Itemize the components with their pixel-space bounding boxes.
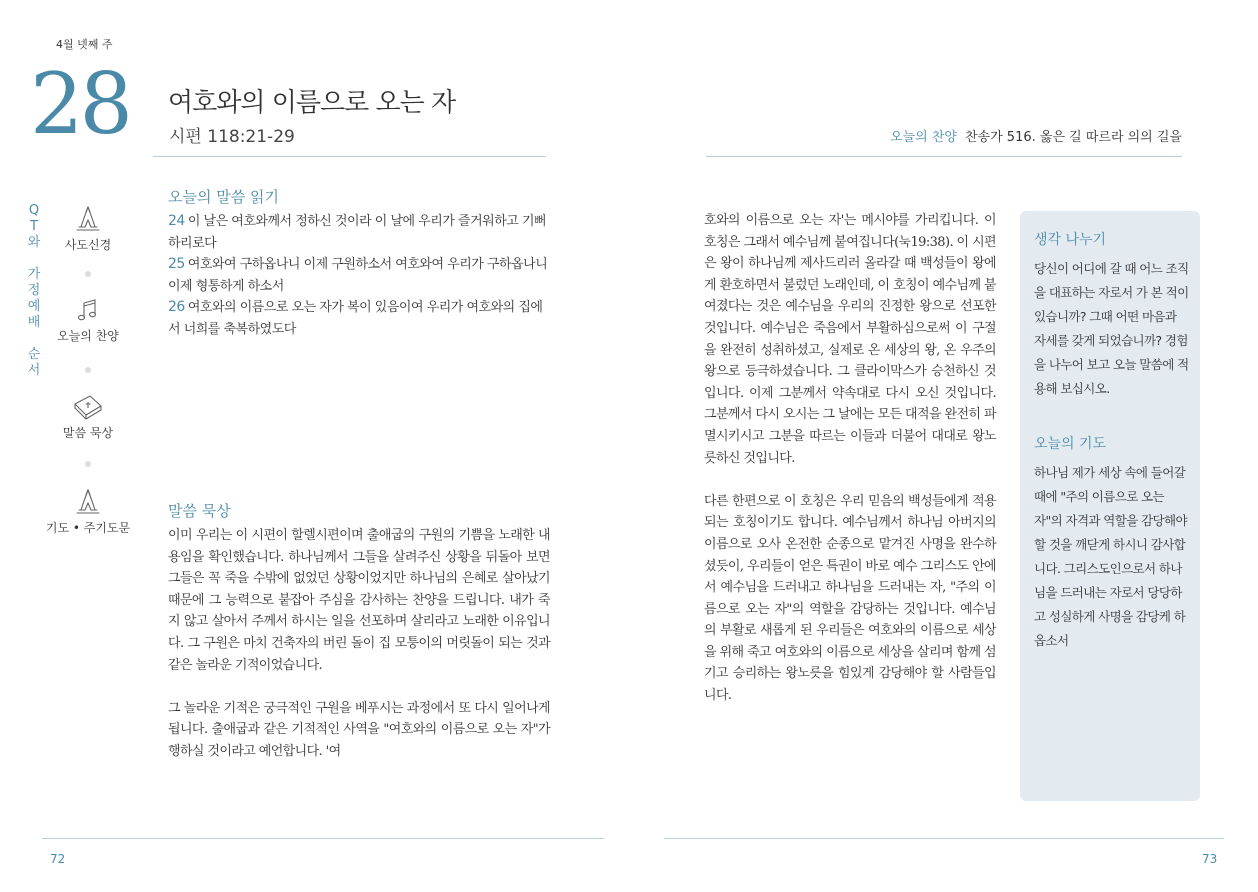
header-divider-left xyxy=(153,156,546,157)
week-label: 4월 넷째 주 xyxy=(56,38,113,51)
sidebar-item-label: 말씀 묵상 xyxy=(62,426,114,440)
vertical-char: 순 xyxy=(27,347,41,362)
paragraph: 다른 한편으로 이 호칭은 우리 믿음의 백성들에게 적용되는 호칭이기도 합니다. 예수님께서 하나님 아버지의 이름으로 오사 온전한 순종으로 맡겨진 사명을 완수하셨듯이, 우리들이 얻은 특권이 바로 예수 그리스도 안에서 예수님을 드러내고 하나님을 드러내는 자, "주의 이름으로 오는 자"의 역할을 감당하는 것입니다. 예수님의 부활로 새롭게 된 우리들은 여호와의 이름으로 세상을 위해 죽고 여호와의 이름으로 세상을 살리며 함께 섬기고 승리하는 왕노릇을 힘있게 감당해야 할 사람들입니다. xyxy=(704,493,996,704)
sidebar-item-label: 오늘의 찬양 xyxy=(57,329,119,343)
verse-number: 25 xyxy=(168,256,185,272)
vertical-char: 배 xyxy=(27,315,41,330)
vertical-char: 가 xyxy=(27,267,41,282)
vertical-char: 예 xyxy=(27,299,41,314)
sharing-text: 당신이 어디에 갈 때 어느 조직을 대표하는 자로서 가 본 적이 있습니까? 그때 어떤 마음과 자세를 갖게 되었습니까? 경험을 나누어 보고 오늘 말씀에 적용해 보십시오. xyxy=(1034,261,1189,396)
verse-text: 이 날은 여호와께서 정하신 것이라 이 날에 우리가 즐거워하고 기뻐하리로다 xyxy=(168,214,547,251)
vertical-char: T xyxy=(30,219,38,234)
reading-heading: 오늘의 말씀 읽기 xyxy=(168,188,279,206)
vertical-gap xyxy=(26,251,42,267)
sidebar-item-label: 사도신경 xyxy=(64,238,112,252)
paragraph: 이미 우리는 이 시편이 할렐시편이며 출애굽의 구원의 기쁨을 노래한 내용임을 확인했습니다. 하나님께서 그들을 살려주신 상황을 뒤돌아 보면 그들은 꼭 죽을 수밖에 없었던 상황이었지만 하나님의 은혜로 살아났기 때문에 그 능력으로 붙잡아 주심을 감사하는 찬양을 드립니다. 내가 죽지 않고 살아서 주께서 하시는 일을 선포하며 살리라고 노래한 이유입니다. 그 구원은 마치 건축자의 버린 돌이 집 모퉁이의 머릿돌이 되는 것과 같은 놀라운 기적이었습니다. xyxy=(168,528,550,673)
hymn-title: 찬송가 516. 옳은 길 따르라 의의 길을 xyxy=(965,130,1182,145)
footer-divider-right xyxy=(664,838,1224,839)
header-divider-right xyxy=(706,156,1182,157)
page-title: 여호와의 이름으로 오는 자 xyxy=(168,88,456,118)
verse-number: 26 xyxy=(168,299,185,315)
paragraph: 호와의 이름으로 오는 자'는 메시야를 가리킵니다. 이 호칭은 그래서 예수님께 붙여집니다(눅19:38). 이 시편은 왕이 하나님께 제사드리러 올라갈 때 백성들이 왕에게 환호하면서 불렀던 노래인데, 이 호칭이 예수님께 붙여졌다는 것은 예수님을 우리의 진정한 왕으로 선포한 것입니다. 예수님은 죽음에서 부활하심으로써 이 구절을 완전히 성취하셨고, 실제로 온 세상의 왕, 온 우주의 왕으로 등극하셨습니다. 그 클라이막스가 승천하신 것입니다. 이제 그분께서 약속대로 다시 오신 것입니다. 그분께서 다시 오시는 그 날에는 모든 대적을 완전히 파멸시키시고 그분을 따르는 이들과 더불어 대대로 왕노릇하신 것입니다. xyxy=(704,213,996,466)
verse-number: 24 xyxy=(168,213,185,229)
verse xyxy=(168,297,553,340)
divider-dot xyxy=(85,271,91,277)
sidebar-item-hymn xyxy=(33,297,143,344)
sidebar-item-label: 기도 • 주기도문 xyxy=(45,521,131,535)
page-number-right: 73 xyxy=(1202,852,1218,866)
verse xyxy=(168,211,553,254)
meditation-text-right xyxy=(704,210,996,707)
hymn-label: 오늘의 찬양 xyxy=(890,130,957,145)
todays-hymn xyxy=(890,126,1182,145)
day-number: 28 xyxy=(30,55,129,153)
sharing-heading: 생각 나누기 xyxy=(1034,232,1107,248)
praying-hands-icon xyxy=(73,487,103,515)
divider-dot xyxy=(85,461,91,467)
paragraph: 그 놀라운 기적은 궁극적인 구원을 베푸시는 과정에서 또 다시 일어나게 됩니다. 출애굽과 같은 기적적인 사역을 "여호와의 이름으로 오는 자"가 행하실 것이라고 예언합니다. '여 xyxy=(168,700,550,759)
page-number-left: 72 xyxy=(50,852,66,866)
praying-hands-icon xyxy=(73,204,103,232)
verse-text: 여호와의 이름으로 오는 자가 복이 있음이여 우리가 여호와의 집에서 너희를 축복하였도다 xyxy=(168,300,543,337)
meditation-text-left xyxy=(168,525,550,763)
bible-icon xyxy=(72,392,104,420)
vertical-char: Q xyxy=(28,203,40,218)
verse xyxy=(168,254,553,297)
sidebar-item-creed xyxy=(33,204,143,253)
verse-list xyxy=(168,211,553,340)
prayer-heading: 오늘의 기도 xyxy=(1034,436,1107,452)
reflection-card xyxy=(1020,211,1200,801)
divider-dot xyxy=(85,367,91,373)
vertical-char: 와 xyxy=(27,235,41,250)
sidebar-item-meditation xyxy=(33,392,143,441)
vertical-char: 정 xyxy=(27,283,41,298)
music-note-icon xyxy=(76,297,100,323)
meditation-heading: 말씀 묵상 xyxy=(168,502,231,520)
verse-text: 여호와여 구하옵나니 이제 구원하소서 여호와여 우리가 구하옵나니 이제 형통하게 하소서 xyxy=(168,257,548,294)
scripture-reference: 시편 118:21-29 xyxy=(169,127,295,147)
sidebar-item-prayer xyxy=(33,487,143,536)
vertical-char: 서 xyxy=(27,363,41,378)
footer-divider-left xyxy=(42,838,604,839)
prayer-text: 하나님 제가 세상 속에 들어갈 때에 "주의 이름으로 오는 자"의 자격과 역할을 감당해야 할 것을 깨닫게 하시니 감사합니다. 그리스도인으로서 하나님을 드러내는 자로서 당당하고 성실하게 사명을 감당케 하옵소서 xyxy=(1034,465,1187,648)
